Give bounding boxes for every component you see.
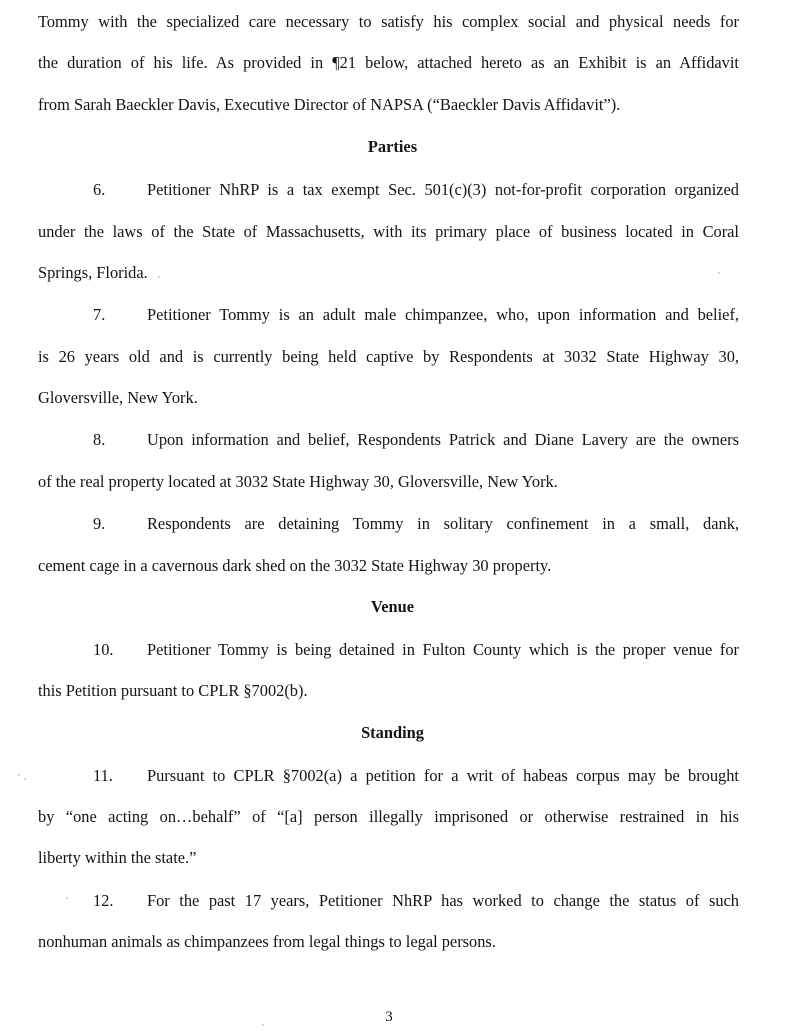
paragraph-11-line-2: by “one acting on…behalf” of “[a] person illegally imprisoned or otherwise restrained in his: [38, 807, 739, 826]
scan-speck: [158, 276, 160, 278]
paragraph-6-line-1: [93, 180, 739, 200]
paragraph-10-line-1: [93, 640, 739, 660]
paragraph-text: Petitioner NhRP is a tax exempt Sec. 501(c)(3) not-for-profit corporation organized: [147, 180, 739, 199]
intro-line-3: from Sarah Baeckler Davis, Executive Director of NAPSA (“Baeckler Davis Affidavit”).: [38, 95, 621, 114]
paragraph-6-line-2: under the laws of the State of Massachusetts, with its primary place of business located in Coral: [38, 222, 739, 241]
paragraph-number: 10.: [93, 640, 114, 659]
intro-line-1: Tommy with the specialized care necessary to satisfy his complex social and physical needs for: [38, 12, 739, 31]
paragraph-7-line-3: Gloversville, New York.: [38, 388, 198, 407]
scan-speck: [66, 897, 68, 899]
intro-line-2: the duration of his life. As provided in ¶21 below, attached hereto as an Exhibit is an Affidavit: [38, 53, 739, 72]
paragraph-text: Pursuant to CPLR §7002(a) a petition for a writ of habeas corpus may be brought: [147, 766, 739, 785]
paragraph-number: 6.: [93, 180, 106, 199]
page-number: 3: [385, 1009, 393, 1025]
paragraph-11-line-1: [93, 766, 739, 786]
paragraph-text: Petitioner Tommy is being detained in Fulton County which is the proper venue for: [147, 640, 739, 659]
paragraph-6-line-3: Springs, Florida.: [38, 263, 148, 282]
scan-speck: [262, 1024, 264, 1026]
scan-speck: [18, 774, 20, 776]
paragraph-8-line-2: of the real property located at 3032 State Highway 30, Gloversville, New York.: [38, 472, 558, 491]
paragraph-9-line-2: cement cage in a cavernous dark shed on the 3032 State Highway 30 property.: [38, 556, 552, 575]
paragraph-11-line-3: liberty within the state.”: [38, 848, 197, 867]
paragraph-7-line-2: is 26 years old and is currently being held captive by Respondents at 3032 State Highway 30,: [38, 347, 739, 366]
paragraph-12-line-2: nonhuman animals as chimpanzees from legal things to legal persons.: [38, 932, 496, 951]
paragraph-text: Petitioner Tommy is an adult male chimpanzee, who, upon information and belief,: [147, 305, 739, 324]
paragraph-number: 12.: [93, 891, 114, 910]
paragraph-text: For the past 17 years, Petitioner NhRP has worked to change the status of such: [147, 891, 739, 910]
paragraph-10-line-2: this Petition pursuant to CPLR §7002(b).: [38, 681, 308, 700]
scan-speck: [718, 272, 720, 274]
paragraph-number: 8.: [93, 430, 106, 449]
paragraph-number: 9.: [93, 514, 106, 533]
paragraph-9-line-1: [93, 514, 739, 534]
heading-parties: Parties: [367, 137, 418, 156]
paragraph-8-line-1: [93, 430, 739, 450]
heading-venue: Venue: [370, 597, 415, 616]
heading-standing: Standing: [361, 723, 424, 742]
paragraph-text: Respondents are detaining Tommy in solitary confinement in a small, dank,: [147, 514, 739, 533]
paragraph-number: 11.: [93, 766, 113, 785]
scan-speck: [24, 778, 26, 780]
paragraph-7-line-1: [93, 305, 739, 325]
paragraph-12-line-1: [93, 891, 739, 911]
paragraph-text: Upon information and belief, Respondents Patrick and Diane Lavery are the owners: [147, 430, 739, 449]
paragraph-number: 7.: [93, 305, 106, 324]
